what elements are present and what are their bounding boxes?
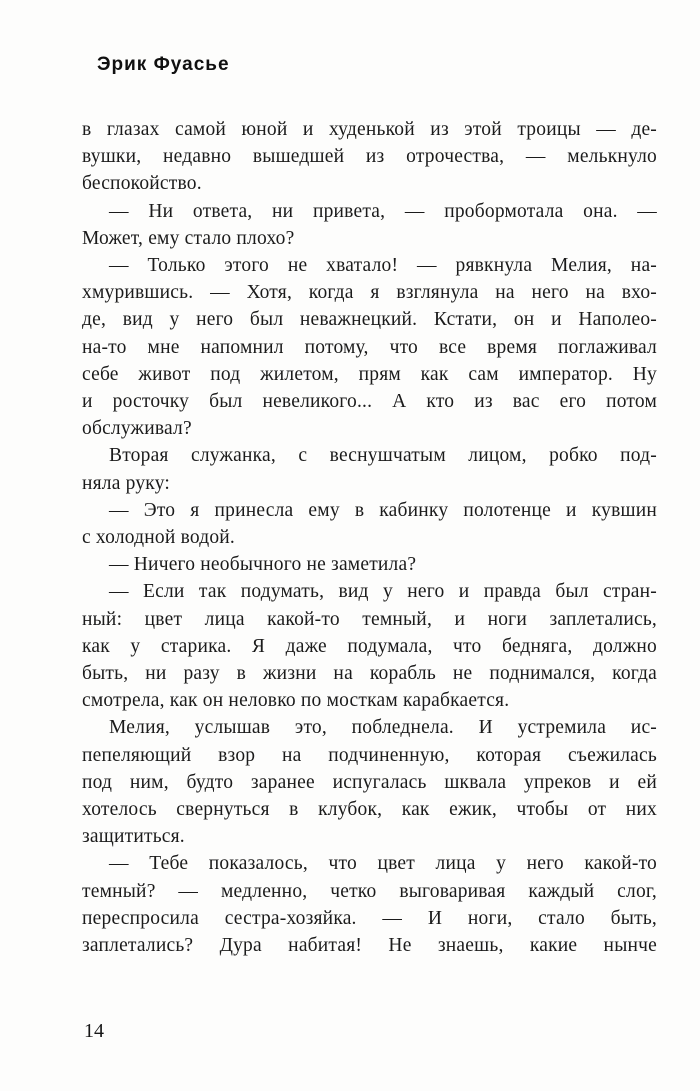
text-line: беспокойство.	[82, 173, 202, 195]
text-line: — Только этого не хватало! — рявкнула Мелия, на-	[109, 255, 657, 277]
text-line: Мелия, услышав это, побледнела. И устремила ис-	[109, 717, 657, 739]
text-line: в глазах самой юной и худенькой из этой троицы — де-	[82, 119, 657, 140]
text-line: себе живот под жилетом, прям как сам император. Ну	[82, 363, 657, 385]
text-line: как у старика. Я даже подумала, что бедняга, должно	[82, 635, 657, 657]
text-line: быть, ни разу в жизни на корабль не поднимался, когда	[82, 663, 657, 685]
text-line: Может, ему стало плохо?	[82, 227, 295, 249]
text-line: — Тебе показалось, что цвет лица у него какой-то	[109, 853, 657, 875]
text-line: хмурившись. — Хотя, когда я взглянула на него на вхо-	[82, 282, 657, 304]
text-line: пепеляющий взор на подчиненную, которая съежилась	[82, 744, 657, 766]
text-line: Вторая служанка, с веснушчатым лицом, робко под-	[109, 445, 657, 467]
text-line: с холодной водой.	[82, 527, 236, 549]
text-line: переспросила сестра-хозяйка. — И ноги, стало быть,	[82, 907, 657, 929]
text-line: защититься.	[82, 826, 185, 848]
text-line: — Ничего необычного не заметила?	[109, 554, 417, 576]
text-line: темный? — медленно, четко выговаривая каждый слог,	[82, 880, 657, 902]
text-line: смотрела, как он неловко по мосткам карабкается.	[82, 690, 510, 712]
text-line: заплетались? Дура набитая! Не знаешь, какие нынче	[82, 935, 657, 957]
text-line: и росточку был невеликого... А кто из вас его потом	[82, 391, 657, 413]
text-line: обслуживал?	[82, 418, 192, 440]
text-line: вушки, недавно вышедшей из отрочества, — мелькнуло	[82, 146, 657, 168]
text-line: де, вид у него был неважнецкий. Кстати, он и Наполео-	[82, 309, 657, 331]
text-line: хотелось свернуться в клубок, как ежик, чтобы от них	[82, 799, 657, 821]
running-header: Эрик Фуасье	[97, 54, 230, 75]
text-line: на-то мне напомнил потому, что все время поглаживал	[82, 336, 657, 358]
text-line: — Ни ответа, ни привета, — пробормотала она. —	[109, 200, 657, 222]
text-line: няла руку:	[82, 472, 171, 494]
text-line: ный: цвет лица какой-то темный, и ноги заплетались,	[82, 608, 657, 630]
text-line: под ним, будто заранее испугалась шквала упреков и ей	[82, 771, 657, 793]
page-number: 14	[84, 1020, 104, 1042]
text-line: — Это я принесла ему в кабинку полотенце и кувшин	[109, 499, 657, 521]
body-text	[82, 116, 657, 959]
text-line: — Если так подумать, вид у него и правда был стран-	[109, 581, 657, 603]
